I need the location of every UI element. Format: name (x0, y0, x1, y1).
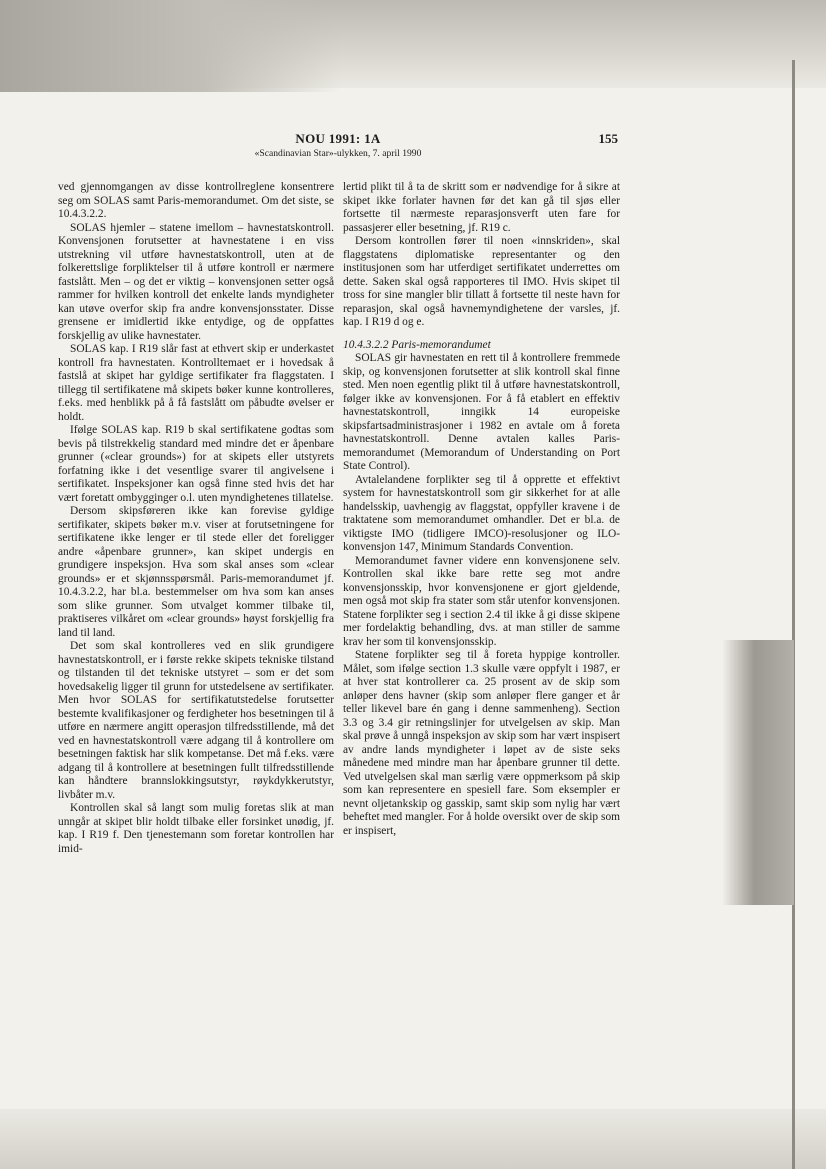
paragraph: Ifølge SOLAS kap. R19 b skal sertifikatene godtas som bevis på tilstrekkelig standard med mindre det er åpenbare grunner («clear grounds») for at skipets eller utstyrets forfatning ikke i det vesentlige svarer til angivelsene i sertifikatet. Inspeksjoner kan også finne sted hvis det har vært foretatt ombygginger o.l. uten myndighetenes tillatelse. (58, 424, 334, 504)
page-edge-line (792, 60, 795, 1169)
paragraph: SOLAS gir havnestaten en rett til å kontrollere fremmede skip, og konvensjonen forutsetter at slik kontroll skal finne sted. Men noen egentlig plikt til å utføre havnestatskontroll, følger ikke av konvensjonen. For å få etablert en effektiv havnestatskontroll, inngikk 14 europeiske skipsfartsadministrasjoner i 1982 en avtale om å foreta havnestatskontroll. Denne avtalen kalles Paris- memorandumet (Memorandum of Understanding on Port State Control). (343, 352, 620, 472)
binding-shadow (722, 640, 794, 905)
document-title: NOU 1991: 1A (295, 131, 381, 146)
paragraph: Dersom skipsføreren ikke kan forevise gyldige sertifikater, skipets bøker m.v. viser at forutsetningene for sertifikatene ikke lenger er til stede eller det foreligger andre «åpenbare grunner», kan skipet undergis en grundigere inspeksjon. Hva som skal anses som «clear grounds» er et skjønnsspørsmål. Paris-memorandumet jf. 10.4.3.2.2, har bl.a. bestemmelser om hva som kan anses som slike grunner. Som utvalget kommer tilbake til, praktiseres vilkåret om «clear grounds» høyst forskjellig fra land til land. (58, 505, 334, 639)
page-number: 155 (598, 131, 618, 146)
scan-shadow-top-left (0, 0, 340, 92)
document-subtitle: «Scandinavian Star»-ulykken, 7. april 1990 (254, 148, 422, 159)
right-column (343, 181, 620, 838)
paragraph: Avtalelandene forplikter seg til å opprette et effektivt system for havnestatskontroll som gir sikkerhet for at alle handelsskip, uavhengig av flaggstat, oppfyller kravene i de traktatene som memorandumet omhandler. Det er bl.a. de viktigste IMO (tidligere IMCO)-resolusjoner og ILO-konvensjon 147, Minimum Standards Convention. (343, 473, 620, 553)
paragraph: SOLAS kap. I R19 slår fast at ethvert skip er underkastet kontroll fra havnestaten. Kontrolltemaet er i hovedsak å fastslå at skipet har gyldige sertifikater fra flaggstaten. I tillegg til sertifikatene må skipets bøker kunne kontrolleres, f.eks. med henblikk på å få fastslått om påbudte øvelser er holdt. (58, 343, 334, 423)
left-column (58, 181, 334, 856)
section-heading: 10.4.3.2.2 Paris-memorandumet (343, 338, 491, 351)
paragraph: SOLAS hjemler – statene imellom – havnestatskontroll. Konvensjonen forutsetter at havnestatene i en viss utstrekning vil utføre havnestatskontroll, uten at de folkerettslige forpliktelser til å utføre kontroll er nærmere fastslått. Men – og det er viktig – konvensjonen setter også rammer for hvilken kontroll det enkelte lands myndigheter kan utøve overfor skip fra andre konvensjonsstater. Disse grensene er imidlertid ikke entydige, og de oppfattes forskjellig av ulike havnestater. (58, 221, 334, 342)
page-header (58, 131, 618, 165)
paragraph: Statene forplikter seg til å foreta hyppige kontroller. Målet, som ifølge section 1.3 skulle være oppfylt i 1987, er at hver stat kontrollerer ca. 25 prosent av de skip som anløper dens havner (skip som anløper flere ganger et år teller likevel bare én gang i denne sammenheng). Section 3.3 og 3.4 gir retningslinjer for utvelgelsen av skip. Man skal prøve å unngå inspeksjon av skip som har vært inspisert av andre lands myndigheter i løpet av de siste seks månedene med mindre man har åpenbare grunner til dette. Ved utvelgelsen skal man særlig være oppmerksom på skip som kan representere en spesiell fare. Som eksempler er nevnt oljetankskip og gasskip, samt skip som nylig har vært beheftet med mangler. For å holde oversikt over de skip som er inspisert, (343, 649, 620, 837)
paragraph: Kontrollen skal så langt som mulig foretas slik at man unngår at skipet blir holdt tilbake eller forsinket unødig, jf. kap. I R19 f. Den tjenestemann som foretar kontrollen har imid- (58, 802, 334, 855)
paragraph: ved gjennomgangen av disse kontrollreglene konsentrere seg om SOLAS samt Paris-memorandumet. Om det siste, se 10.4.3.2.2. (58, 181, 334, 220)
scan-shadow-bottom (0, 1109, 826, 1169)
paragraph: Memorandumet favner videre enn konvensjonene selv. Kontrollen skal ikke bare rette seg mot andre konvensjonsskip, hvor konvensjonene er gjort gjeldende, men også mot skip fra stater som står utenfor konvensjonen. Statene forplikter seg i section 2.4 til ikke å gi disse skipene mer fordelaktig behandling, dvs. at man stiller de samme krav her som til konvensjonsskip. (343, 554, 620, 648)
paragraph: lertid plikt til å ta de skritt som er nødvendige for å sikre at skipet ikke forlater havnen før det kan gå til sjøs eller fortsette til nærmeste reparasjonsverft uten fare for passasjerer eller besetning, jf. R19 c. (343, 181, 620, 234)
paragraph: Dersom kontrollen fører til noen «innskriden», skal flaggstatens diplomatiske representanter og den institusjonen som har utferdiget sertifikatet underrettes om dette. Saken skal også rapporteres til IMO. Hvis skipet til tross for sine mangler blir tillatt å fortsette til neste havn for reparasjon, skal også havnemyndighetene der varsles, jf. kap. I R19 d og e. (343, 235, 620, 328)
paragraph: Det som skal kontrolleres ved en slik grundigere havnestatskontroll, er i første rekke skipets tekniske tilstand og tilstanden til det tekniske utstyret – som er det som hovedsakelig ligger til grunn for utstedelsene av sertifikater. Men hvor SOLAS for sertifikatutstedelse forutsetter bestemte kvalifikasjoner og ferdigheter hos besetningen til å utføre en nærmere angitt operasjon tilfredsstillende, må det ved en havnestatskontroll være adgang til å kontrollere om besetningen faktisk har slik kompetanse. Det må f.eks. være adgang til å kontrollere at besetningen fullt tilfredsstillende kan håndtere brannslokkingsutstyr, røykdykkerutstyr, livbåter m.v. (58, 640, 334, 801)
